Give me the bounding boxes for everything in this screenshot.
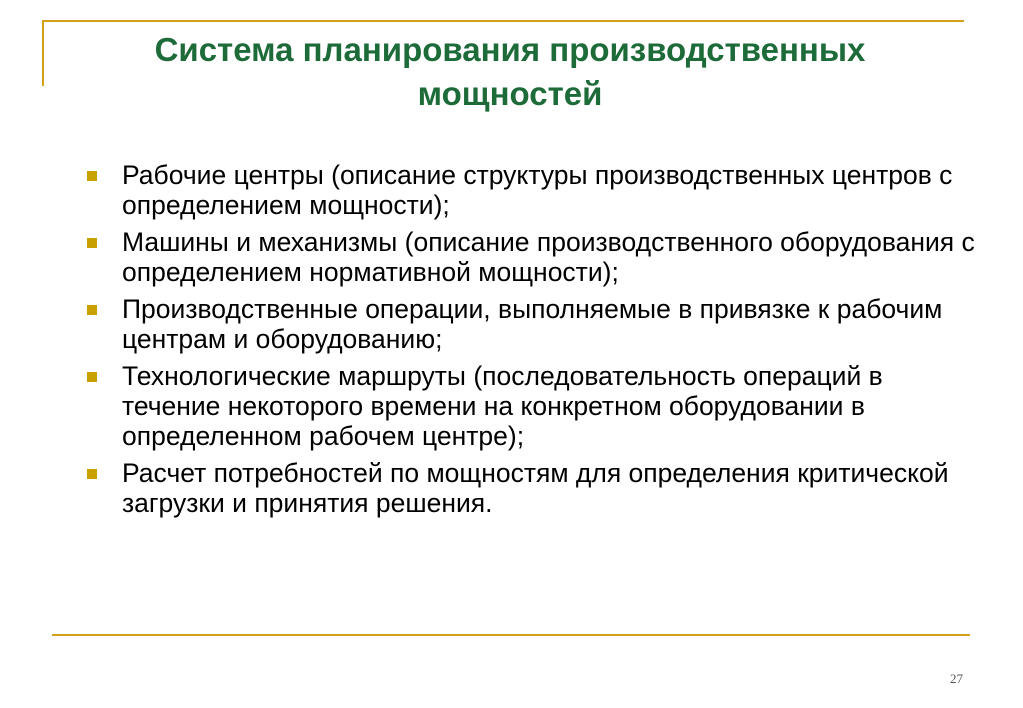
bullet-text: Технологические маршруты (последовательность операций в течение некоторого времени на конкретном оборудовании в определенном рабочем центре); [122, 361, 883, 451]
bullet-item [86, 294, 976, 354]
page-number: 27 [950, 671, 963, 686]
square-bullet-icon [87, 372, 97, 382]
bullet-text: Производственные операции, выполняемые в привязке к рабочим центрам и оборудованию; [122, 294, 943, 354]
bullet-list [86, 160, 976, 525]
bullet-text: Расчет потребностей по мощностям для определения критической загрузки и принятия решения. [122, 458, 949, 518]
square-bullet-icon [87, 238, 97, 248]
bullet-item [86, 361, 976, 451]
square-bullet-icon [87, 469, 97, 479]
bullet-item [86, 458, 976, 518]
bullet-item [86, 227, 976, 287]
slide-title: Система планирования производственных мощностей [154, 31, 866, 112]
frame-left-rule [42, 20, 44, 86]
bullet-text: Машины и механизмы (описание производственного оборудования с определением нормативной мощности); [122, 227, 975, 287]
bullet-text: Рабочие центры (описание структуры производственных центров с определением мощности); [122, 160, 953, 220]
footer-rule [52, 634, 970, 636]
square-bullet-icon [87, 171, 97, 181]
bullet-item [86, 160, 976, 220]
square-bullet-icon [87, 305, 97, 315]
frame-top-rule [42, 20, 964, 22]
